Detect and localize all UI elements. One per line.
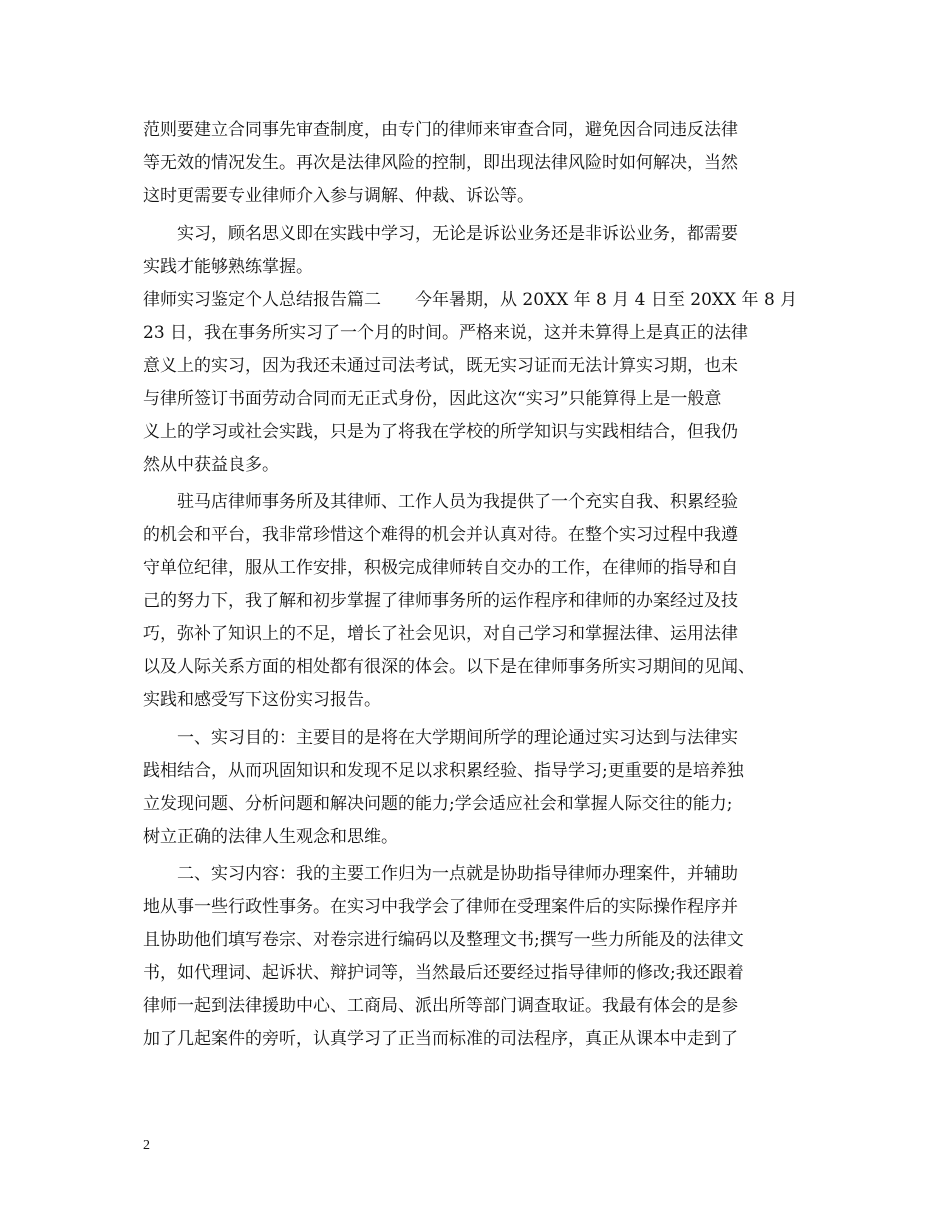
- text-line: 二、实习内容：我的主要工作归为一点就是协助指导律师办理案件，并辅助: [143, 864, 738, 884]
- text-line: 实践和感受写下这份实习报告。: [143, 690, 381, 710]
- text-line: 实践才能够熟练掌握。: [143, 256, 313, 277]
- paragraph-1: [143, 114, 811, 213]
- paragraph-3: [143, 486, 811, 717]
- text-line: 己的努力下，我了解和初步掌握了律师事务所的运作程序和律师的办案经过及技: [143, 591, 738, 611]
- text-line: 律师一起到法律援助中心、工商局、派出所等部门调查取证。我最有体会的是参: [143, 996, 738, 1016]
- section-heading-line: 律师实习鉴定个人总结报告篇二 今年暑期，从 20XX 年 8 月 4 日至 20XX 年 8 月: [143, 289, 798, 310]
- text-line: 义上的学习或社会实践，只是为了将我在学校的所学知识与实践相结合，但我仍: [143, 421, 738, 442]
- paragraph-2: [143, 218, 811, 482]
- text-line: 地从事一些行政性事务。在实习中我学会了律师在受理案件后的实际操作程序并: [143, 897, 738, 917]
- page-number: 2: [143, 1138, 150, 1153]
- text-line: 与律所签订书面劳动合同而无正式身份，因此这次“实习”只能算得上是一般意: [143, 388, 722, 409]
- text-line: 且协助他们填写卷宗、对卷宗进行编码以及整理文书;撰写一些力所能及的法律文: [143, 930, 744, 950]
- text-line: 践相结合，从而巩固知识和发现不足以求积累经验、指导学习;更重要的是培养独: [143, 760, 744, 781]
- document-body: [143, 114, 811, 1056]
- text-line: 实习，顾名思义即在实践中学习，无论是诉讼业务还是非诉讼业务，都需要: [143, 223, 738, 244]
- text-line: 以及人际关系方面的相处都有很深的体会。以下是在律师事务所实习期间的见闻、: [143, 657, 755, 677]
- text-line: 书，如代理词、起诉状、辩护词等，当然最后还要经过指导律师的修改;我还跟着: [143, 963, 744, 983]
- text-line: 范则要建立合同事先审查制度，由专门的律师来审查合同，避免因合同违反法律: [143, 120, 738, 140]
- text-line: 立发现问题、分析问题和解决问题的能力;学会适应社会和掌握人际交往的能力;: [143, 793, 733, 814]
- text-line: 这时更需要专业律师介入参与调解、仲裁、诉讼等。: [143, 186, 534, 206]
- text-line: 23 日，我在事务所实习了一个月的时间。严格来说，这并未算得上是真正的法律: [143, 322, 749, 343]
- text-line: 驻马店律师事务所及其律师、工作人员为我提供了一个充实自我、积累经验: [143, 492, 738, 512]
- text-line: 加了几起案件的旁听，认真学习了正当而标准的司法程序，真正从课本中走到了: [143, 1029, 738, 1049]
- text-line: 然从中获益良多。: [143, 454, 279, 475]
- text-line: 意义上的实习，因为我还未通过司法考试，既无实习证而无法计算实习期，也未: [143, 355, 738, 376]
- paragraph-5: [143, 858, 811, 1056]
- paragraph-4: [143, 722, 811, 854]
- text-line: 一、实习目的：主要目的是将在大学期间所学的理论通过实习达到与法律实: [143, 727, 738, 748]
- text-line: 的机会和平台，我非常珍惜这个难得的机会并认真对待。在整个实习过程中我遵: [143, 525, 738, 545]
- text-line: 树立正确的法律人生观念和思维。: [143, 826, 398, 847]
- text-line: 巧，弥补了知识上的不足，增长了社会见识，对自己学习和掌握法律、运用法律: [143, 624, 738, 644]
- text-line: 等无效的情况发生。再次是法律风险的控制，即出现法律风险时如何解决，当然: [143, 153, 738, 173]
- text-line: 守单位纪律，服从工作安排，积极完成律师转自交办的工作，在律师的指导和自: [143, 558, 738, 578]
